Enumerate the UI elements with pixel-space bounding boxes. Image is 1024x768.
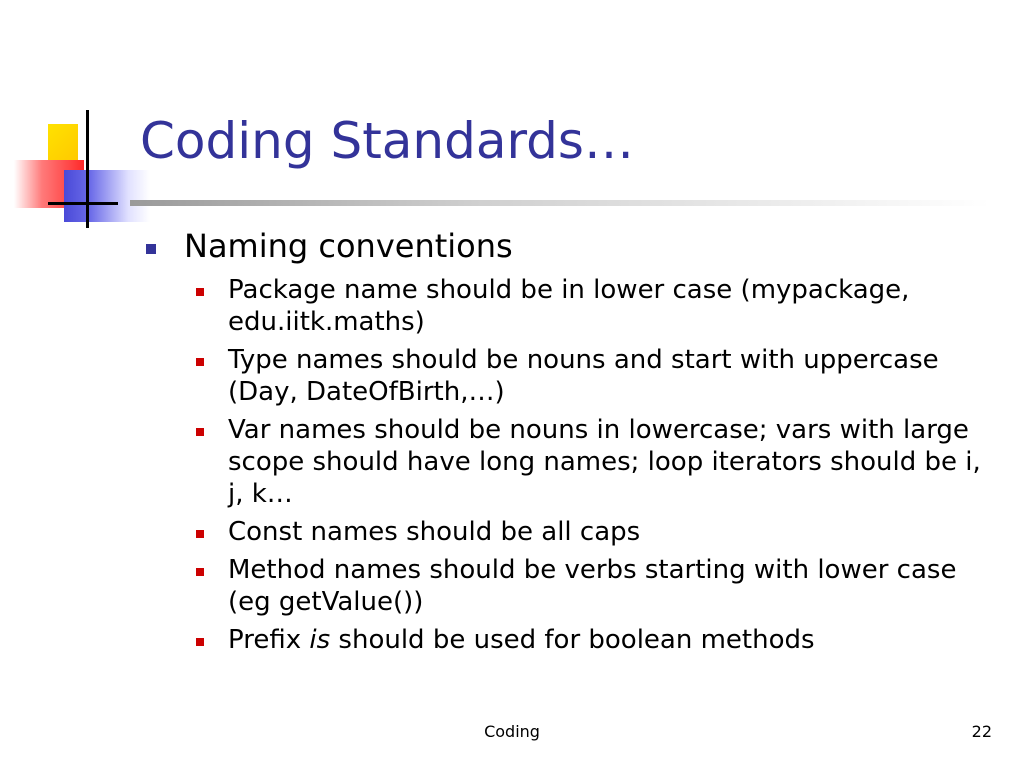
bullet-text-emphasis: is (309, 625, 331, 655)
bullet-item (140, 344, 1000, 408)
decorative-logo (0, 100, 150, 230)
square-bullet-icon (196, 638, 204, 646)
bullet-text: Const names should be all caps (228, 517, 641, 547)
square-bullet-icon (196, 288, 204, 296)
square-bullet-icon (146, 244, 156, 254)
bullet-text: Method names should be verbs starting with lower case (eg getValue()) (228, 555, 957, 617)
bullet-item (140, 274, 1000, 338)
logo-yellow-square (48, 124, 78, 164)
logo-horizontal-line (48, 202, 118, 205)
slide-content (140, 226, 1000, 662)
square-bullet-icon (196, 428, 204, 436)
logo-blue-square (64, 170, 150, 222)
bullet-text: Type names should be nouns and start with uppercase (Day, DateOfBirth,…) (228, 345, 939, 407)
bullet-text-suffix: should be used for boolean methods (330, 625, 815, 655)
footer-label: Coding (484, 722, 540, 741)
heading-text: Naming conventions (184, 227, 513, 265)
bullet-text: Package name should be in lower case (mypackage, edu.iitk.maths) (228, 275, 910, 337)
title-divider (130, 200, 990, 206)
bullet-text: Var names should be nouns in lowercase; vars with large scope should have long names; loop iterators should be i, j, k… (228, 415, 981, 509)
square-bullet-icon (196, 358, 204, 366)
bullet-item (140, 414, 1000, 510)
bullet-item (140, 554, 1000, 618)
bullet-item (140, 624, 1000, 656)
square-bullet-icon (196, 568, 204, 576)
bullet-level1 (140, 226, 1000, 266)
bullet-item (140, 516, 1000, 548)
slide-title: Coding Standards… (140, 112, 634, 170)
bullet-text-prefix: Prefix (228, 625, 310, 655)
square-bullet-icon (196, 530, 204, 538)
logo-vertical-line (86, 110, 89, 228)
page-number: 22 (971, 722, 992, 741)
